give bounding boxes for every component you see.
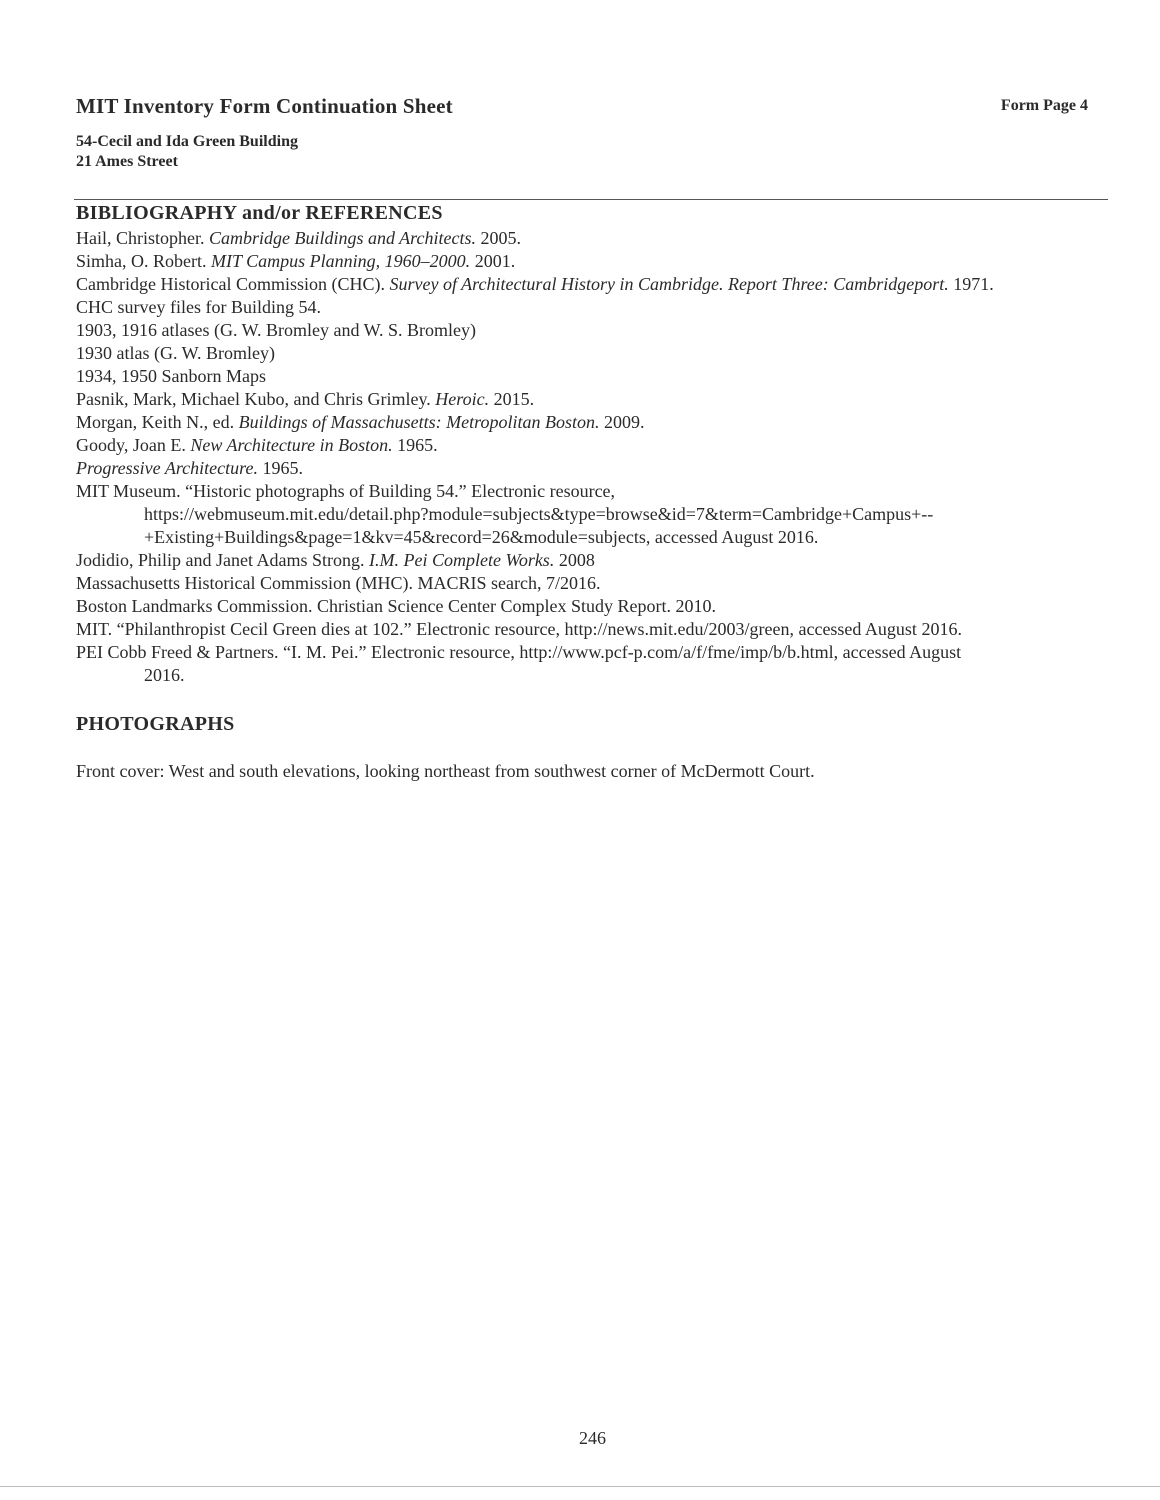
- bibliography-entry-continuation: +Existing+Buildings&page=1&kv=45&record=26&module=subjects, accessed August 2016.: [144, 527, 819, 547]
- bibliography-entry: 1903, 1916 atlases (G. W. Bromley and W. S. Bromley): [76, 320, 476, 340]
- photographs-heading: PHOTOGRAPHS: [76, 713, 235, 735]
- bibliography-entry: Goody, Joan E. New Architecture in Boston. 1965.: [76, 435, 438, 455]
- bibliography-entry: Progressive Architecture. 1965.: [76, 458, 303, 478]
- building-address: 21 Ames Street: [76, 153, 178, 170]
- bibliography-entry: Simha, O. Robert. MIT Campus Planning, 1960–2000. 2001.: [76, 251, 516, 271]
- bibliography-entry: MIT. “Philanthropist Cecil Green dies at 102.” Electronic resource, http://news.mit.edu/2003/green, accessed August 2016.: [76, 619, 962, 639]
- bibliography-list: [76, 227, 1116, 687]
- page-number: 246: [579, 1428, 606, 1448]
- bibliography-entry: 1930 atlas (G. W. Bromley): [76, 343, 275, 363]
- photograph-caption: Front cover: West and south elevations, looking northeast from southwest corner of McDermott Court.: [76, 761, 815, 781]
- bibliography-entry-continuation: https://webmuseum.mit.edu/detail.php?module=subjects&type=browse&id=7&term=Cambridge+Campus+--: [144, 504, 934, 524]
- bibliography-heading: BIBLIOGRAPHY and/or REFERENCES: [76, 202, 443, 224]
- bibliography-entry: MIT Museum. “Historic photographs of Building 54.” Electronic resource, https://webmuseum.mit.edu/detail.php?module=subjects&type=browse&id=7&term=Cambridge+Campus+-- +Existing+Buildings&page=1&kv=45&record=26&module=subjects, accessed August 2016.: [76, 480, 1116, 549]
- bibliography-entry: 1934, 1950 Sanborn Maps: [76, 366, 266, 386]
- bibliography-entry: Pasnik, Mark, Michael Kubo, and Chris Grimley. Heroic. 2015.: [76, 389, 535, 409]
- bibliography-entry: Jodidio, Philip and Janet Adams Strong. I.M. Pei Complete Works. 2008: [76, 550, 595, 570]
- bibliography-entry: PEI Cobb Freed & Partners. “I. M. Pei.” Electronic resource, http://www.pcf-p.com/a/f/fme/imp/b/b.html, accessed August 2016.: [76, 641, 1116, 687]
- form-page-label: Form Page 4: [1000, 97, 1088, 114]
- scan-edge-line: [0, 1486, 1160, 1487]
- header-divider: [74, 199, 1108, 200]
- bibliography-entry: CHC survey files for Building 54.: [76, 297, 321, 317]
- bibliography-entry: Hail, Christopher. Cambridge Buildings and Architects. 2005.: [76, 228, 521, 248]
- form-title: MIT Inventory Form Continuation Sheet: [76, 94, 453, 118]
- bibliography-entry: Massachusetts Historical Commission (MHC). MACRIS search, 7/2016.: [76, 573, 601, 593]
- bibliography-entry: Boston Landmarks Commission. Christian Science Center Complex Study Report. 2010.: [76, 596, 716, 616]
- bibliography-entry: Morgan, Keith N., ed. Buildings of Massachusetts: Metropolitan Boston. 2009.: [76, 412, 645, 432]
- bibliography-entry-continuation: 2016.: [144, 665, 185, 685]
- building-name: 54-Cecil and Ida Green Building: [76, 133, 298, 150]
- bibliography-entry: Cambridge Historical Commission (CHC). Survey of Architectural History in Cambridge. Report Three: Cambridgeport. 1971.: [76, 274, 994, 294]
